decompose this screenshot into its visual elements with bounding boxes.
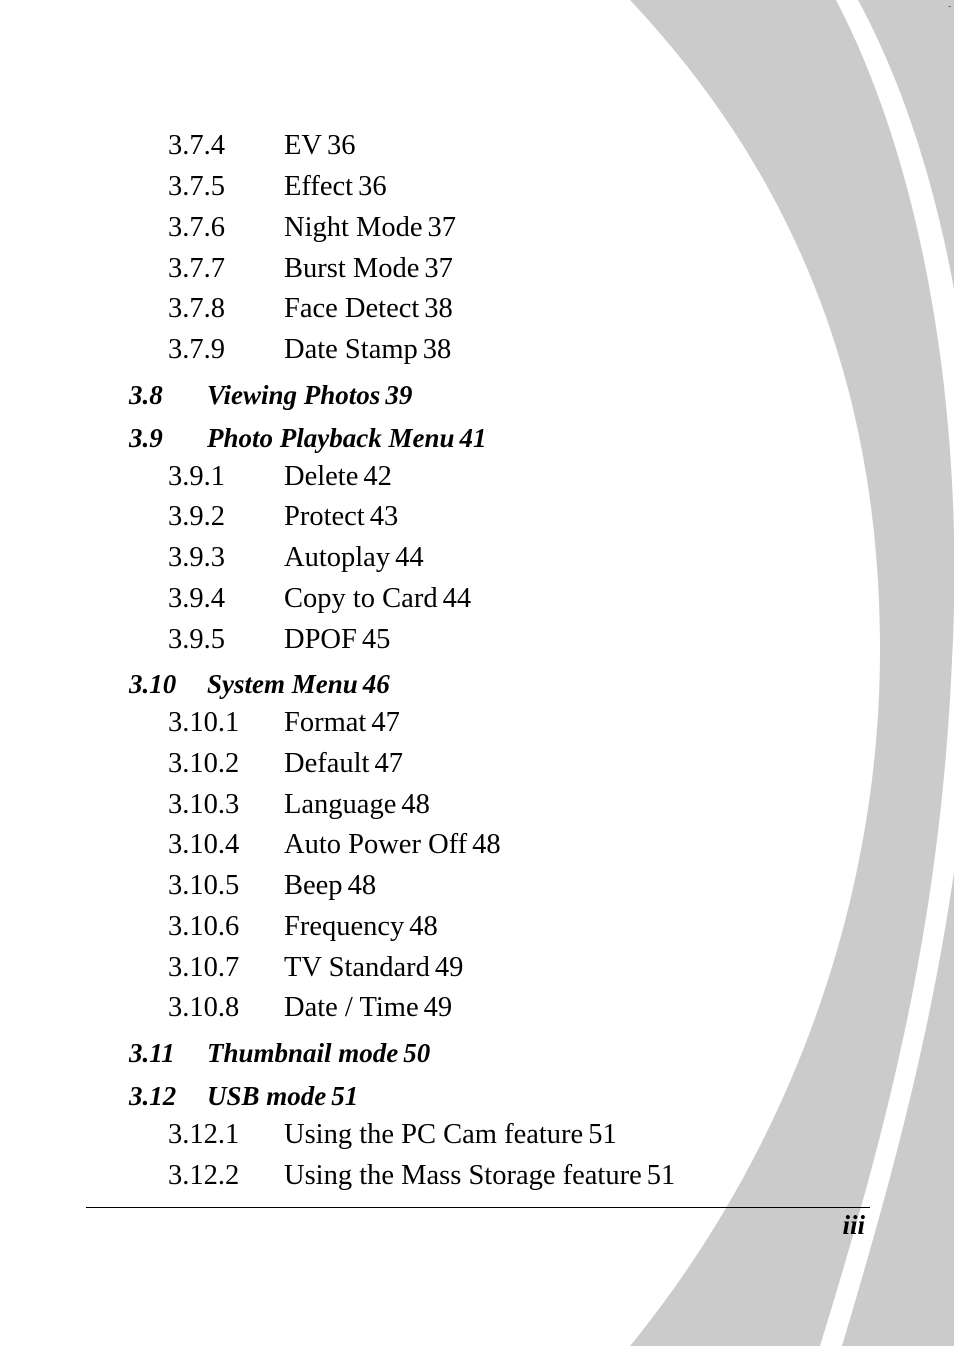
toc-entry-number: 3.12.2 — [168, 1160, 240, 1191]
toc-entry-number: 3.7.4 — [168, 130, 225, 161]
toc-entry-title: Using the PC Cam feature — [284, 1119, 584, 1150]
toc-entry-number: 3.9.3 — [168, 542, 225, 573]
toc-entry-title: Protect — [284, 501, 365, 532]
toc-entry-title: Autoplay — [284, 542, 391, 573]
toc-entry-page-number: 36 — [327, 130, 356, 161]
toc-entry-number: 3.8 — [129, 380, 163, 410]
toc-entry-number: 3.9 — [129, 423, 163, 453]
toc-entry-title: Thumbnail mode — [207, 1038, 399, 1068]
toc-entry-title: Viewing Photos — [207, 380, 381, 410]
toc-entry-number: 3.7.8 — [168, 293, 225, 324]
toc-entry-page-number: 51 — [588, 1119, 617, 1150]
corner-mark: - — [948, 1, 952, 12]
toc-entry-number: 3.9.1 — [168, 461, 225, 492]
toc-entry-page-number: 44 — [395, 542, 424, 573]
toc-entry-title: Delete — [284, 461, 359, 492]
toc-entry-page-number: 47 — [371, 707, 400, 738]
toc-entry-title: Beep — [284, 870, 343, 901]
toc-entry-number: 3.11 — [129, 1038, 175, 1068]
toc-entry-page-number: 38 — [422, 334, 452, 365]
toc-entry-page-number: 38 — [424, 293, 453, 324]
toc-entry-number: 3.9.5 — [168, 624, 225, 655]
toc-entry-title: Burst Mode — [284, 253, 420, 284]
toc-entry-page-number: 51 — [646, 1160, 676, 1191]
toc-entry-page-number: 48 — [409, 911, 438, 942]
toc-entry-number: 3.9.2 — [168, 501, 225, 532]
toc-entry-number: 3.12.1 — [168, 1119, 240, 1150]
toc-entry-number: 3.9.4 — [168, 583, 225, 614]
toc-entry-title: Date Stamp — [284, 334, 418, 365]
toc-entry-title: Photo Playback Menu — [207, 423, 455, 453]
toc-entry-title: Date / Time — [284, 992, 419, 1023]
toc-entry-page-number: 49 — [423, 992, 453, 1023]
toc-entry-number: 3.12 — [129, 1081, 177, 1111]
toc-entry-number: 3.10.1 — [168, 707, 240, 738]
toc-entry-title: Effect — [284, 171, 354, 202]
toc-entry-page-number: 48 — [347, 870, 377, 901]
toc-entry-title: Using the Mass Storage feature — [284, 1160, 642, 1191]
toc-entry-page-number: 48 — [472, 829, 501, 860]
toc-entry-title: USB mode — [207, 1081, 327, 1111]
toc-entry-number: 3.10.4 — [168, 829, 240, 860]
toc-entry-number: 3.10.7 — [168, 952, 240, 983]
toc-entry-page-number: 49 — [434, 952, 464, 983]
toc-entry-number: 3.10 — [129, 669, 177, 699]
toc-entry-title: Format — [284, 707, 367, 738]
toc-entry-title: System Menu — [207, 669, 358, 699]
toc-entry-title: Frequency — [284, 911, 405, 942]
toc-entry-number: 3.7.7 — [168, 253, 225, 284]
toc-entry-title: Language — [284, 789, 397, 820]
toc-entry-page-number: 37 — [427, 212, 457, 243]
toc-entry-page-number: 48 — [401, 789, 430, 820]
toc-entry-page-number: 41 — [459, 423, 487, 453]
toc-entry-page-number: 50 — [403, 1038, 431, 1068]
page-number: iii — [842, 1210, 865, 1240]
toc-entry-number: 3.7.9 — [168, 334, 225, 365]
toc-entry-title: Copy to Card — [284, 583, 438, 614]
toc-entry-page-number: 51 — [331, 1081, 359, 1111]
toc-entry-title: TV Standard — [284, 952, 430, 983]
toc-entry-number: 3.7.6 — [168, 212, 225, 243]
toc-entry-title: Night Mode — [284, 212, 423, 243]
toc-entry-page-number: 46 — [362, 669, 390, 699]
toc-entry-number: 3.10.8 — [168, 992, 240, 1023]
toc-entry-title: Default — [284, 748, 370, 779]
toc-entry-title: DPOF — [284, 624, 357, 655]
toc-entry-page-number: 37 — [424, 253, 453, 284]
toc-entry-number: 3.10.6 — [168, 911, 240, 942]
toc-entry-number: 3.10.5 — [168, 870, 240, 901]
toc-entry-page-number: 45 — [361, 624, 391, 655]
toc-entry-page-number: 42 — [363, 461, 392, 492]
toc-entry-page-number: 36 — [358, 171, 387, 202]
toc-entry-number: 3.10.2 — [168, 748, 240, 779]
toc-entry-page-number: 43 — [369, 501, 399, 532]
toc-entry-title: Face Detect — [284, 293, 420, 324]
toc-entry-page-number: 44 — [442, 583, 472, 614]
toc-entry-page-number: 47 — [374, 748, 403, 779]
toc-entry-number: 3.10.3 — [168, 789, 240, 820]
toc-entry-page-number: 39 — [385, 380, 413, 410]
toc-entry-title: Auto Power Off — [284, 829, 468, 860]
toc-entry-number: 3.7.5 — [168, 171, 225, 202]
toc-entry-title: EV — [284, 130, 322, 161]
